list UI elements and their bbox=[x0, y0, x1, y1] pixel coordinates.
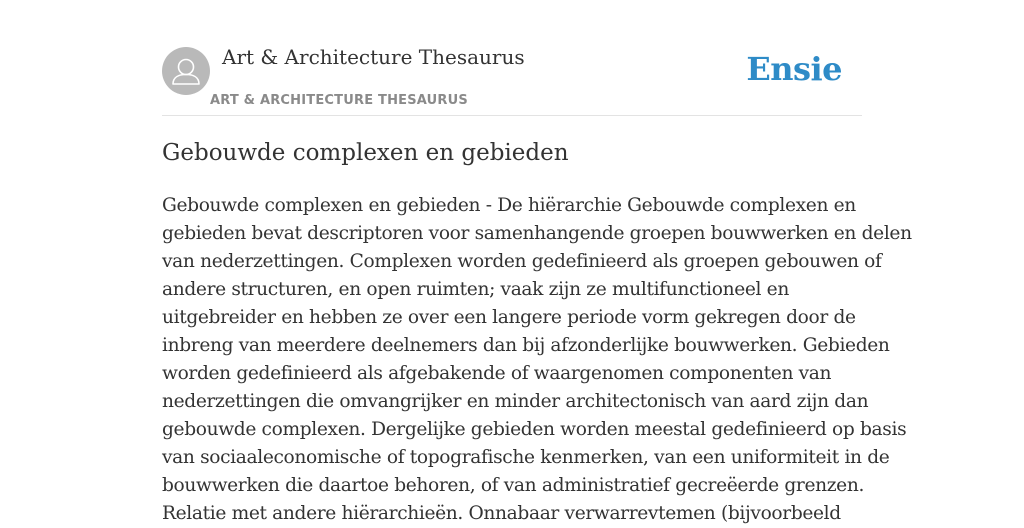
entry-body bbox=[162, 192, 912, 528]
body-line: worden gedefinieerd als afgebakende of waargenomen componenten van bbox=[162, 363, 832, 384]
user-silhouette-icon bbox=[162, 47, 210, 95]
author-avatar[interactable] bbox=[162, 47, 210, 95]
body-line: andere structuren, en open ruimten; vaak zijn ze multifunctioneel en bbox=[162, 279, 789, 300]
body-line: gebouwde complexen. Dergelijke gebieden worden meestal gedefinieerd op basis bbox=[162, 419, 907, 440]
body-line: gebieden bevat descriptoren voor samenhangende groepen bouwwerken en delen bbox=[162, 223, 912, 244]
body-line: nederzettingen die omvangrijker en minder architectonisch van aard zijn dan bbox=[162, 391, 869, 412]
body-line: Relatie met andere hiërarchieën. Onnabaar verwarrevtemen (bijvoorbeeld bbox=[162, 503, 841, 524]
body-line: Gebouwde complexen en gebieden - De hiërarchie Gebouwde complexen en bbox=[162, 195, 856, 216]
body-line: bouwwerken die daartoe behoren, of van administratief gecreëerde grenzen. bbox=[162, 475, 865, 496]
entry-title: Gebouwde complexen en gebieden bbox=[162, 140, 569, 166]
site-logo[interactable]: Ensie bbox=[746, 50, 842, 88]
body-line: van sociaaleconomische of topografische kenmerken, van een uniformiteit in de bbox=[162, 447, 890, 468]
body-line: uitgebreider en hebben ze over een langere periode vorm gekregen door de bbox=[162, 307, 856, 328]
body-line: van nederzettingen. Complexen worden gedefinieerd als groepen gebouwen of bbox=[162, 251, 882, 272]
author-subtitle[interactable]: ART & ARCHITECTURE THESAURUS bbox=[210, 93, 468, 108]
author-name-link[interactable]: Art & Architecture Thesaurus bbox=[222, 45, 525, 69]
entry-header bbox=[162, 0, 862, 116]
body-line: inbreng van meerdere deelnemers dan bij afzonderlijke bouwwerken. Gebieden bbox=[162, 335, 890, 356]
entry-card bbox=[162, 0, 912, 524]
